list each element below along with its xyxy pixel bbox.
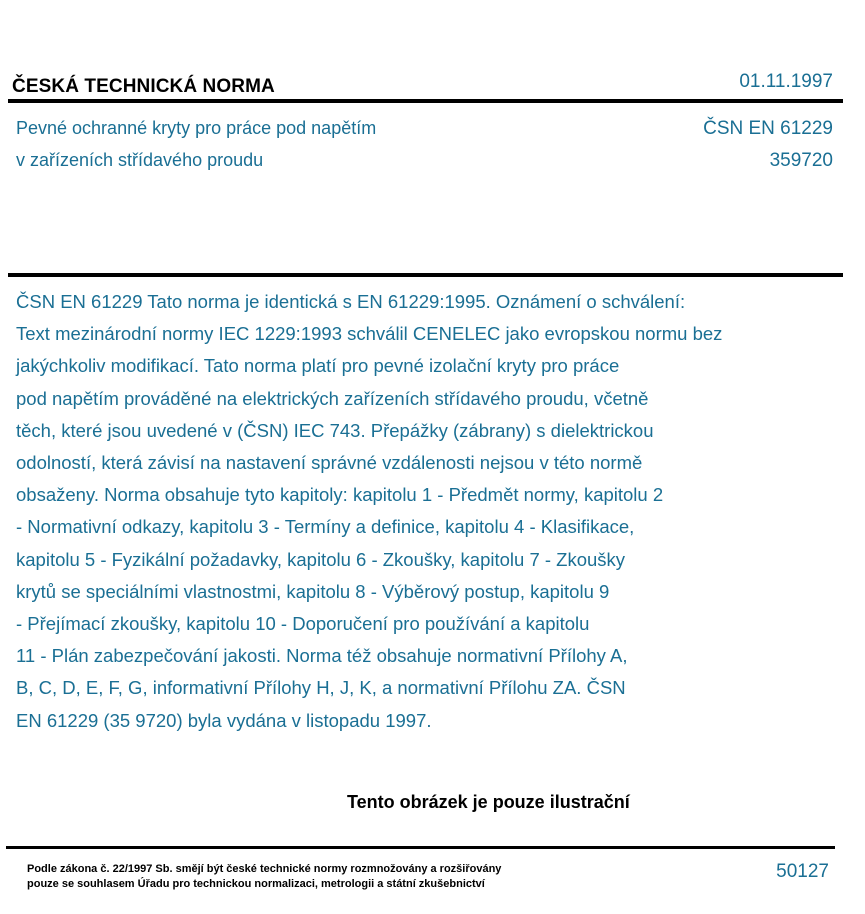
copyright-notice — [27, 862, 501, 892]
description-line: obsaženy. Norma obsahuje tyto kapitoly: kapitolu 1 - Předmět normy, kapitolu 2 — [16, 484, 664, 506]
standard-title-line2: v zařízeních střídavého proudu — [16, 150, 264, 170]
classification-number: 359720 — [769, 150, 833, 171]
description-line: krytů se speciálními vlastnostmi, kapitolu 8 - Výběrový postup, kapitolu 9 — [16, 580, 610, 602]
description-line: jakýchkoliv modifikací. Tato norma platí pro pevné izolační kryty pro práce — [16, 355, 620, 377]
description-line: B, C, D, E, F, G, informativní Přílohy H, J, K, a normativní Přílohu ZA. ČSN — [16, 677, 626, 699]
description-line: ČSN EN 61229 Tato norma je identická s EN 61229:1995. Oznámení o schválení: — [16, 291, 686, 312]
description-line: kapitolu 5 - Fyzikální požadavky, kapitolu 6 - Zkoušky, kapitolu 7 - Zkoušky — [16, 548, 626, 570]
description-line: pod napětím prováděné na elektrických zařízeních střídavého proudu, včetně — [16, 387, 649, 409]
catalog-number: 50127 — [776, 861, 829, 882]
standard-title-line1: Pevné ochranné kryty pro práce pod napětím — [16, 118, 377, 138]
bottom-divider — [6, 846, 835, 849]
description-line: odolností, která závisí na nastavení správné vzdálenosti nejsou v této normě — [16, 452, 643, 474]
description-line: těch, které jsou uvedené v (ČSN) IEC 743. Přepážky (zábrany) s dielektrickou — [16, 419, 654, 441]
description-line: EN 61229 (35 9720) byla vydána v listopadu 1997. — [16, 709, 432, 731]
document-type-heading: ČESKÁ TECHNICKÁ NORMA — [12, 76, 275, 97]
description-line: - Přejímací zkoušky, kapitolu 10 - Doporučení pro používání a kapitolu — [16, 613, 590, 635]
top-divider — [8, 99, 843, 103]
issue-date: 01.11.1997 — [739, 71, 833, 92]
description-line: 11 - Plán zabezpečování jakosti. Norma též obsahuje normativní Přílohy A, — [16, 645, 628, 667]
description-line: Text mezinárodní normy IEC 1229:1993 schválil CENELEC jako evropskou normu bez — [16, 323, 723, 345]
standard-designation: ČSN EN 61229 — [703, 118, 833, 139]
copyright-line2: pouze se souhlasem Úřadu pro technickou normalizaci, metrologii a státní zkušebnictví — [27, 878, 485, 890]
copyright-line1: Podle zákona č. 22/1997 Sb. smějí být české technické normy rozmnožovány a rozšiřovány — [27, 863, 502, 875]
illustrative-notice: Tento obrázek je pouze ilustrační — [347, 792, 630, 812]
standard-description — [16, 286, 842, 737]
middle-divider — [8, 273, 843, 277]
description-line: - Normativní odkazy, kapitolu 3 - Termíny a definice, kapitolu 4 - Klasifikace, — [16, 516, 635, 538]
